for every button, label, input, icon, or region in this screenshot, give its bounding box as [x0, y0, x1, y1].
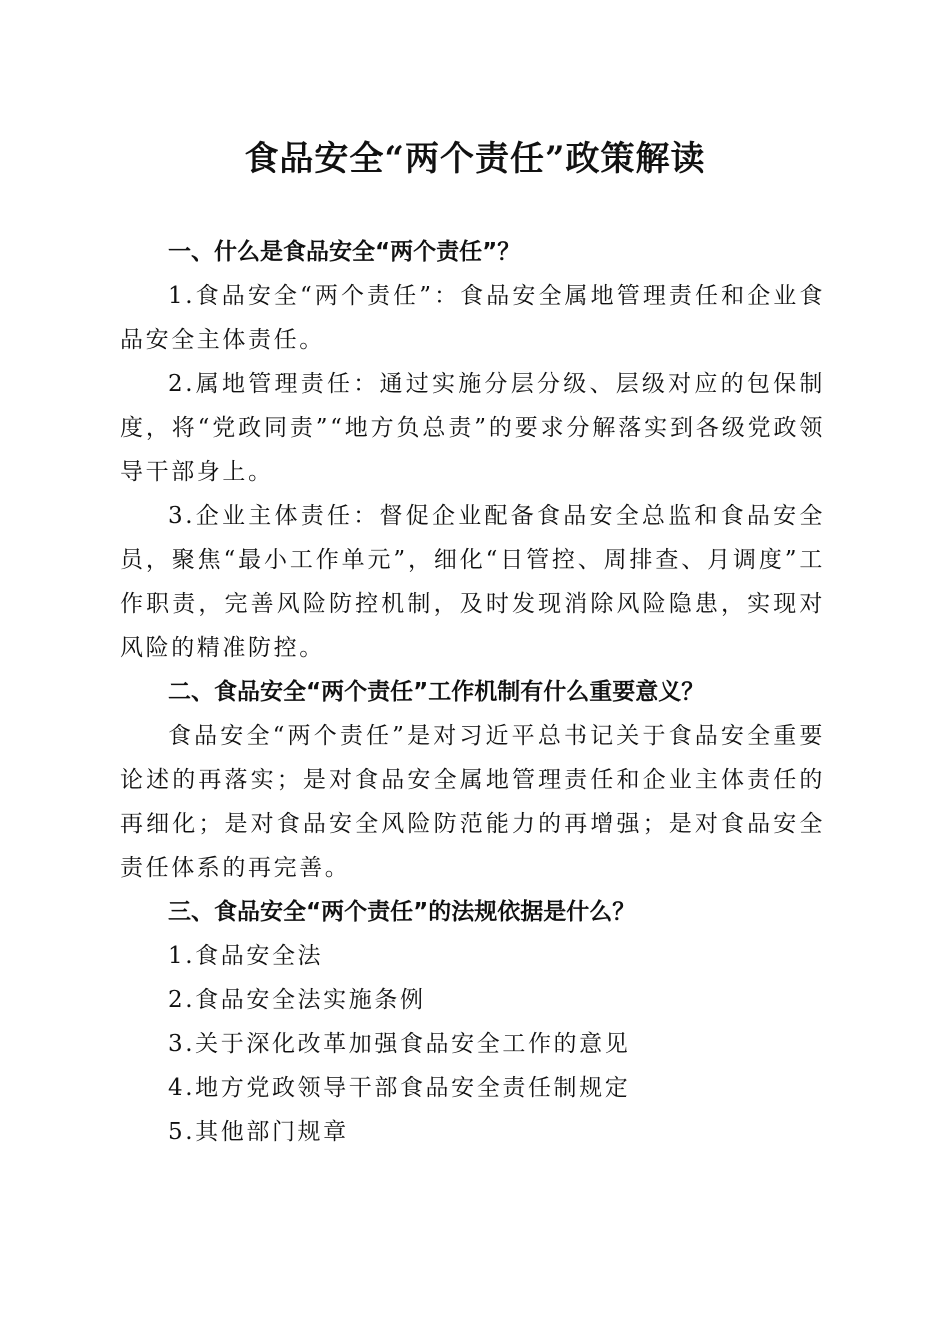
section-1: [120, 230, 825, 670]
section-heading: 三、食品安全“两个责任”的法规依据是什么？: [168, 899, 636, 925]
paragraph: 食品安全“两个责任”是对习近平总书记关于食品安全重要论述的再落实；是对食品安全属地管理责任和企业主体责任的再细化；是对食品安全风险防范能力的再增强；是对食品安全责任体系的再完善。: [120, 723, 825, 881]
section-2: [120, 670, 825, 890]
document-title: 食品安全“两个责任”政策解读: [244, 139, 706, 179]
section-3: [120, 890, 825, 1154]
paragraph: 1.食品安全“两个责任”：食品安全属地管理责任和企业食品安全主体责任。: [120, 283, 825, 353]
list-item: 3.关于深化改革加强食品安全工作的意见: [168, 1031, 631, 1057]
section-heading: 一、什么是食品安全“两个责任”？: [168, 239, 521, 265]
paragraph: 2.属地管理责任：通过实施分层分级、层级对应的包保制度，将“党政同责”“地方负总责”的要求分解落实到各级党政领导干部身上。: [120, 371, 825, 485]
list-item: 2.食品安全法实施条例: [168, 987, 426, 1013]
list-item: 4.地方党政领导干部食品安全责任制规定: [168, 1075, 631, 1101]
document-body: [120, 230, 825, 1154]
section-heading: 二、食品安全“两个责任”工作机制有什么重要意义？: [168, 679, 705, 705]
list-item: 5.其他部门规章: [168, 1119, 349, 1145]
paragraph: 3.企业主体责任：督促企业配备食品安全总监和食品安全员，聚焦“最小工作单元”，细化“日管控、周排查、月调度”工作职责，完善风险防控机制，及时发现消除风险隐患，实现对风险的精准防控。: [120, 503, 825, 661]
list-item: 1.食品安全法: [168, 943, 324, 969]
